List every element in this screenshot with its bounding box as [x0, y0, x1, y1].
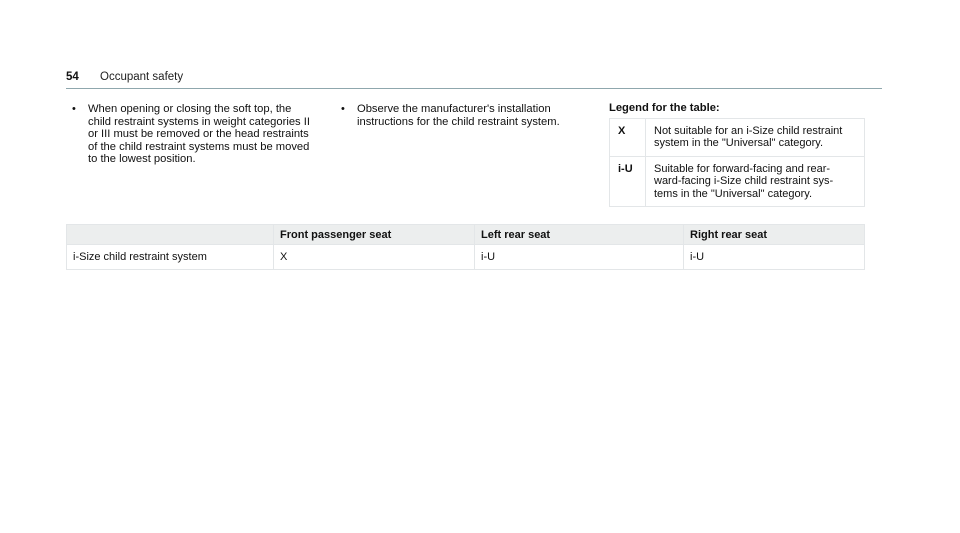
legend-description — [646, 156, 865, 206]
bullet-line: When opening or closing the soft top, the — [88, 103, 292, 115]
bullet-line: child restraint systems in weight categories II — [88, 115, 310, 128]
bullet-line: of the child restraint systems must be moved — [88, 140, 310, 153]
bullet-line: instructions for the child restraint system. — [357, 115, 560, 128]
legend-code: X — [610, 119, 646, 157]
table-header-right-rear: Right rear seat — [684, 225, 865, 245]
table-header-cell — [67, 225, 274, 245]
table-header-row — [67, 225, 865, 245]
legend-line: Not suitable for an i-Size child restraint — [654, 125, 843, 137]
table-cell-front-passenger: X — [274, 245, 475, 270]
legend-line: ward-facing i-Size child restraint sys- — [654, 175, 834, 188]
table-header-front-passenger: Front passenger seat — [274, 225, 475, 245]
bullet-text — [88, 103, 342, 166]
legend-line: system in the "Universal" category. — [654, 137, 824, 150]
page-number: 54 — [66, 71, 79, 83]
table-header-left-rear: Left rear seat — [475, 225, 684, 245]
section-title: Occupant safety — [100, 71, 184, 83]
bullet-marker: • — [72, 103, 76, 115]
legend-row-i-u — [610, 156, 865, 206]
legend-description — [646, 119, 865, 157]
table-row — [67, 245, 865, 270]
legend-line: tems in the "Universal" category. — [654, 187, 813, 200]
bullet-text — [357, 103, 596, 128]
bullet-line: to the lowest position. — [88, 153, 196, 166]
legend-table — [609, 118, 865, 207]
table-cell-left-rear: i-U — [475, 245, 684, 270]
table-cell-right-rear: i-U — [684, 245, 865, 270]
table-cell-system: i-Size child restraint system — [67, 245, 274, 270]
bullet-marker: • — [341, 103, 345, 115]
legend-line: Suitable for forward-facing and rear- — [654, 162, 831, 175]
seat-suitability-table — [66, 224, 865, 270]
bullet-line: Observe the manufacturer's installation — [357, 103, 551, 115]
bullet-item-soft-top — [72, 103, 342, 166]
bullet-item-installation — [341, 103, 596, 128]
page-header — [66, 70, 882, 89]
legend-title: Legend for the table: — [609, 102, 720, 114]
legend-code: i-U — [610, 156, 646, 206]
legend-row-x — [610, 119, 865, 157]
bullet-line: or III must be removed or the head restraints — [88, 128, 309, 141]
